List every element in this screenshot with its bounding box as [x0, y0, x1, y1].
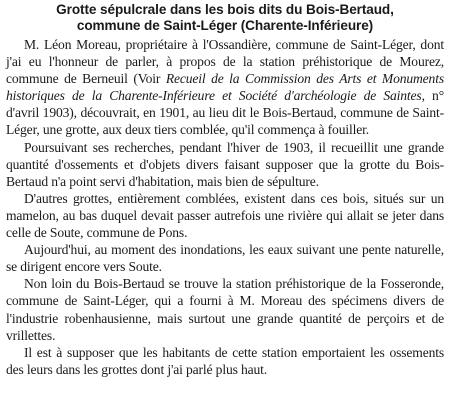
paragraph-6: Il est à supposer que les habitants de cette station emportaient les ossements des leurs dans les grottes dont j'ai parlé plus haut.: [6, 344, 444, 377]
paragraph-4: Aujourd'hui, au moment des inondations, les eaux suivant une pente naturelle, se dirigent encore vers Soute.: [6, 242, 444, 275]
article-title: [6, 2, 444, 34]
paragraph-1-citation: Recueil de la Commission des Arts et Monuments historiques de la Charente-Inférieure et Société d'archéologie de Saintes: [6, 71, 444, 104]
title-line-2: commune de Saint-Léger (Charente-Inférieure): [76, 18, 374, 33]
paragraph-5: Non loin du Bois-Bertaud se trouve la station préhistorique de la Fosseronde, commune de Saint-Léger, qui a fourni à M. Moreau des spécimens divers de l'industrie robenhausienne, mais surtout une grande quantité de perçoirs et de vrillettes.: [6, 276, 444, 343]
paragraph-3: D'autres grottes, entièrement comblées, existent dans ces bois, situés sur un mamelon, au bas duquel devait passer autrefois une rivière qui allait se jeter dans celle de Soute, commune de Pons.: [6, 190, 444, 241]
title-line-1: Grotte sépulcrale dans les bois dits du Bois-Bertaud,: [56, 2, 394, 17]
paragraph-2: Poursuivant ses recherches, pendant l'hiver de 1903, il recueillit une grande quantité d'ossements et d'objets divers faisant supposer que la grotte du Bois-Bertaud n'a point servi d'habitation, mais bien de sépulture.: [6, 139, 444, 189]
paragraph-1: [6, 36, 444, 139]
paragraph-1-text-a: M. Léon Moreau, propriétaire à l'Ossandière, commune de Saint-Léger, dont j'ai eu l'honneur de parler, à propos de la station préhistorique de Mourez, commune de Berneuil (Voir: [6, 37, 444, 87]
paragraph-1-text-b: , n° d'avril 1903), découvrait, en 1901, au lieu dit le Bois-Bertaud, commune de Saint-Léger, une grotte, aux deux tiers comblée, qu'il commença à fouiller.: [6, 88, 444, 138]
